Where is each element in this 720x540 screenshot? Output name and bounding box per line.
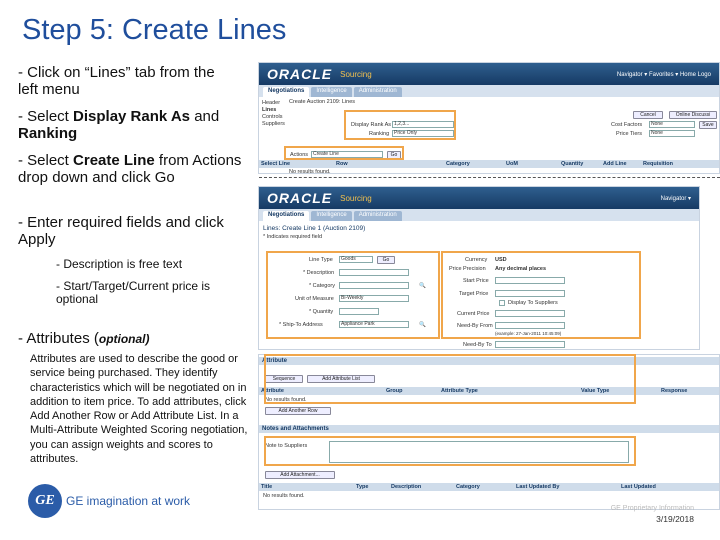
left-menu-suppliers[interactable]: Suppliers [262, 121, 285, 127]
line-type-label: Line Type [309, 257, 333, 263]
tab-intelligence[interactable]: Intelligence [311, 87, 351, 97]
attributes-description: Attributes are used to describe the good or service being purchased. They identify characteristics which will be negotiated on in addition to item price. To add attributes, click Add Another Row or Add Attribute List. In a Multi-Attribute Weighted Scoring negotiation, you can assign weights and scores to attributes. [30, 353, 248, 466]
col-type: Type [356, 484, 369, 490]
add-attribute-list-button[interactable]: Add Attribute List [307, 375, 375, 383]
bullet-text: - Select [18, 108, 74, 125]
col-last-updated-by: Last Updated By [516, 484, 560, 490]
left-menu-controls[interactable]: Controls [262, 114, 283, 120]
left-menu-header[interactable]: Header [262, 100, 281, 106]
example-date: (example: 27-Jan-2011 10:45:09) [495, 331, 562, 336]
col-response: Response [661, 388, 688, 394]
currency-label: Currency [465, 257, 488, 263]
subbullet-price: - Start/Target/Current price is optional [56, 279, 211, 306]
current-price-label: Current Price [457, 311, 490, 317]
ship-to-input[interactable]: Appliance Park [339, 321, 409, 328]
product-name: Sourcing [340, 69, 372, 79]
col-quantity: Quantity [561, 161, 584, 167]
ranking-select[interactable]: Price Only [392, 130, 454, 137]
required-note: * Indicates required field [263, 234, 323, 240]
left-menu-lines[interactable]: Lines [262, 107, 277, 113]
attributes-heading [18, 330, 150, 347]
tab-intelligence[interactable]: Intelligence [311, 211, 351, 221]
line-type-select[interactable]: Goods [339, 256, 373, 263]
quantity-label: * Quantity [309, 309, 334, 315]
tab-administration[interactable]: Administration [354, 87, 402, 97]
bullet-text: - Click on “Lines” tab from the left menu [18, 64, 215, 98]
price-precision-label: Price Precision [449, 266, 486, 272]
sequence-button[interactable]: Sequence [265, 375, 303, 383]
description-label: * Description [303, 270, 335, 276]
add-attachment-button[interactable]: Add Attachment... [265, 471, 335, 479]
bullet-text: - Select [18, 152, 74, 169]
bullet-display-rank [18, 108, 243, 142]
separator-dashed [259, 177, 720, 178]
highlight-attribute-section [264, 354, 636, 404]
need-by-to-input[interactable] [495, 341, 565, 348]
col-uom: UoM [506, 161, 518, 167]
subbullet-description: - Description is free text [56, 257, 183, 271]
global-nav[interactable]: Navigator ▾ Favorites ▾ Home Logo [616, 71, 711, 78]
price-tiers-select[interactable]: None [649, 130, 695, 137]
ge-logo: GE [28, 484, 62, 518]
uom-input[interactable]: Bi-Weekly [339, 295, 409, 302]
display-rank-select[interactable]: 1,2,3... [392, 121, 454, 128]
need-by-to-label: Need-By To [463, 342, 492, 348]
attributes-optional: optional) [98, 332, 150, 346]
price-precision-value: Any decimal places [495, 266, 547, 272]
bullet-text: - Enter required fields and click Apply [18, 214, 224, 248]
lines-table-header [259, 160, 719, 168]
bullet-text: and [190, 108, 220, 125]
category-label: * Category [309, 283, 335, 289]
display-rank-label: Display Rank As [351, 122, 392, 128]
global-nav[interactable]: Navigator ▾ [660, 195, 691, 202]
oracle-logo: ORACLE [267, 66, 333, 82]
col-category: Category [456, 484, 480, 490]
col-attribute: Attribute [261, 388, 284, 394]
bullet-create-line [18, 152, 243, 186]
cost-factors-label: Cost Factors [611, 122, 643, 128]
product-name: Sourcing [340, 193, 372, 203]
highlight-actions [284, 146, 404, 160]
attr-no-results: No results found. [265, 397, 307, 403]
cancel-button[interactable]: Cancel [633, 111, 663, 119]
online-discussion-button[interactable]: Online Discussi [669, 111, 717, 119]
highlight-line-fields [266, 251, 440, 339]
highlight-display-rank [344, 110, 456, 140]
ge-tagline: GE imagination at work [66, 494, 191, 508]
tab-administration[interactable]: Administration [354, 211, 402, 221]
search-icon[interactable]: 🔍 [419, 322, 426, 328]
display-to-suppliers-label: Display To Suppliers [508, 300, 558, 306]
auction-title: Create Auction 2109: Lines [289, 99, 356, 105]
actions-label: Actions [290, 152, 309, 158]
oracle-logo: ORACLE [267, 190, 333, 206]
attribute-section-bar: Attribute [259, 357, 719, 365]
bullet-click-lines [18, 64, 238, 98]
go-button[interactable]: Go [377, 256, 395, 264]
start-price-label: Start Price [463, 278, 489, 284]
bullet-enter-fields [18, 214, 238, 248]
attach-no-results: No results found. [263, 493, 305, 499]
tab-negotiations[interactable]: Negotiations [263, 211, 309, 221]
search-icon[interactable]: 🔍 [419, 283, 426, 289]
tab-bar [259, 209, 699, 221]
currency-value: USD [495, 257, 507, 263]
col-add-line: Add Line [603, 161, 627, 167]
col-value-type: Value Type [581, 388, 610, 394]
bullet-bold: Create Line [73, 152, 155, 169]
note-to-suppliers-label: Note to Suppliers [265, 443, 308, 449]
tab-bar [259, 85, 719, 97]
col-description: Description [391, 484, 422, 490]
ship-to-label: * Ship-To Address [279, 322, 323, 328]
oracle-header-bar [259, 187, 699, 209]
page-header: Lines: Create Line 1 (Auction 2109) [263, 225, 366, 232]
bullet-text: from Actions drop down and click Go [18, 152, 242, 186]
col-attribute-type: Attribute Type [441, 388, 478, 394]
highlight-notes-section [264, 436, 636, 466]
go-button[interactable]: Go [387, 151, 401, 159]
save-button[interactable]: Save [699, 121, 717, 129]
col-category: Category [446, 161, 470, 167]
col-row: Row [336, 161, 348, 167]
highlight-price-fields [441, 251, 641, 339]
oracle-header-bar [259, 63, 719, 85]
slide-title: Step 5: Create Lines [22, 14, 287, 46]
attachment-table-header [259, 483, 719, 491]
add-another-row-button[interactable]: Add Another Row [265, 407, 331, 415]
col-requisition: Requisition [643, 161, 673, 167]
bullet-bold: Ranking [18, 125, 78, 142]
attributes-heading-text: - Attributes ( [18, 330, 99, 347]
actions-select[interactable]: Create Line [311, 151, 383, 158]
col-title: Title [261, 484, 273, 490]
col-last-updated: Last Updated [621, 484, 656, 490]
target-price-label: Target Price [459, 291, 489, 297]
col-select-line: Select Line [261, 161, 291, 167]
no-results: No results found. [289, 169, 331, 174]
bullet-bold: Display Rank As [73, 108, 191, 125]
notes-section-bar: Notes and Attachments [259, 425, 719, 433]
footer-date: 3/19/2018 [656, 514, 694, 524]
tab-negotiations[interactable]: Negotiations [263, 87, 309, 97]
uom-label: Unit of Measure [295, 296, 334, 302]
price-tiers-label: Price Tiers [616, 131, 642, 137]
footer-reference: GE Proprietary Information [610, 505, 694, 512]
ranking-label: Ranking [369, 131, 390, 137]
need-by-from-label: Need-By From [457, 323, 493, 329]
cost-factors-select[interactable]: None [649, 121, 695, 128]
col-group: Group [386, 388, 403, 394]
